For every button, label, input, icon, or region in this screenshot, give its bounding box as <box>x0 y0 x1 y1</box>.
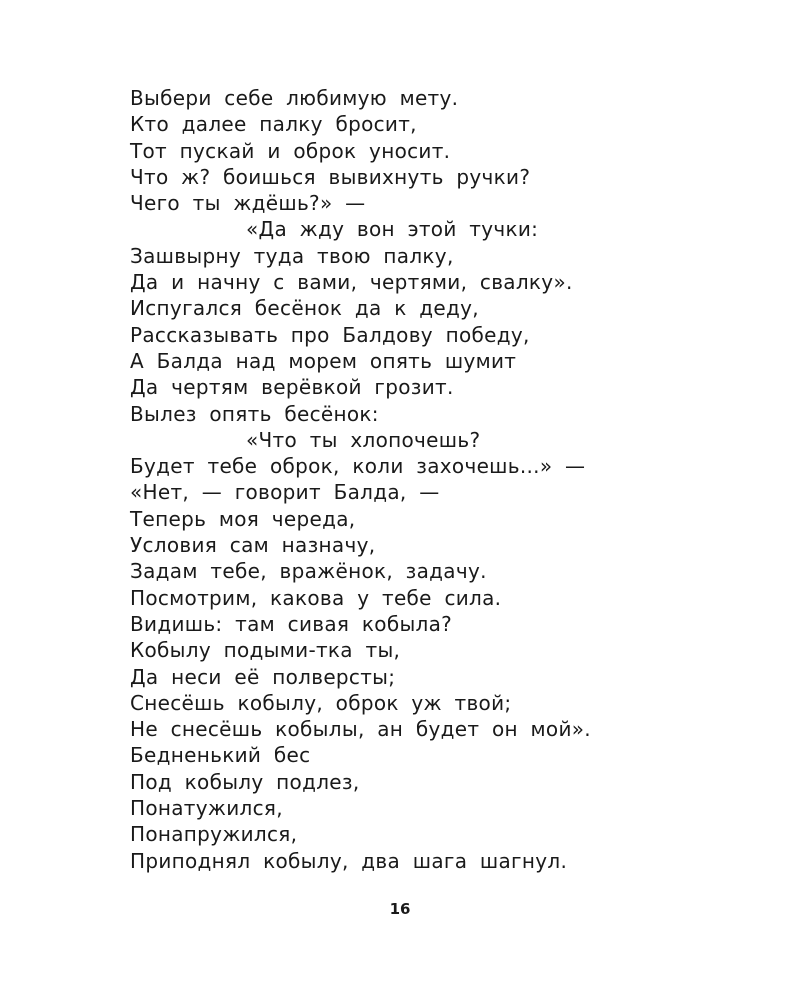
poem-line: Видишь: там сивая кобыла? <box>130 611 453 636</box>
poem-line: Не снесёшь кобылы, ан будет он мой». <box>130 717 591 742</box>
poem-line: Да неси её полверсты; <box>130 664 396 689</box>
poem-line: «Нет, — говорит Балда, — <box>130 480 440 505</box>
page-number: 16 <box>389 900 411 918</box>
poem-line: Задам тебе, вражёнок, задачу. <box>130 559 487 584</box>
poem-line: Будет тебе оброк, коли захочешь...» — <box>130 454 586 479</box>
poem-line: А Балда над морем опять шумит <box>130 348 517 373</box>
poem-line: Чего ты ждёшь?» — <box>130 191 366 216</box>
poem-line: Понатужился, <box>130 796 283 821</box>
poem-line: Да чертям верёвкой грозит. <box>130 375 454 400</box>
poem-line: Что ж? боишься вывихнуть ручки? <box>130 164 531 189</box>
poem-line: Под кобылу подлез, <box>130 769 360 794</box>
poem-line: Зашвырну туда твою палку, <box>130 243 454 268</box>
poem-line: «Что ты хлопочешь? <box>246 427 481 452</box>
poem-line: Вылез опять бесёнок: <box>130 401 379 426</box>
poem-line: Кобылу подыми-тка ты, <box>130 638 401 663</box>
poem-line: Рассказывать про Балдову победу, <box>130 322 530 347</box>
poem-line: Выбери себе любимую мету. <box>130 86 459 110</box>
poem-line: Бедненький бес <box>130 743 311 768</box>
poem-line: Понапружился, <box>130 822 298 847</box>
poem-line: Кто далее палку бросит, <box>130 112 417 137</box>
poem-line: Испугался бесёнок да к деду, <box>130 296 479 321</box>
poem-line: Условия сам назначу, <box>130 533 376 558</box>
poem-text <box>130 85 591 874</box>
poem-line: Приподнял кобылу, два шага шагнул. <box>130 848 568 873</box>
poem-line: Посмотрим, какова у тебе сила. <box>130 585 502 610</box>
poem-line: Снесёшь кобылу, оброк уж твой; <box>130 690 512 715</box>
poem-line: «Да жду вон этой тучки: <box>246 217 539 242</box>
poem-line: Да и начну с вами, чертями, свалку». <box>130 270 573 295</box>
poem-line: Тот пускай и оброк уносит. <box>130 138 451 163</box>
poem-line: Теперь моя череда, <box>130 506 356 531</box>
